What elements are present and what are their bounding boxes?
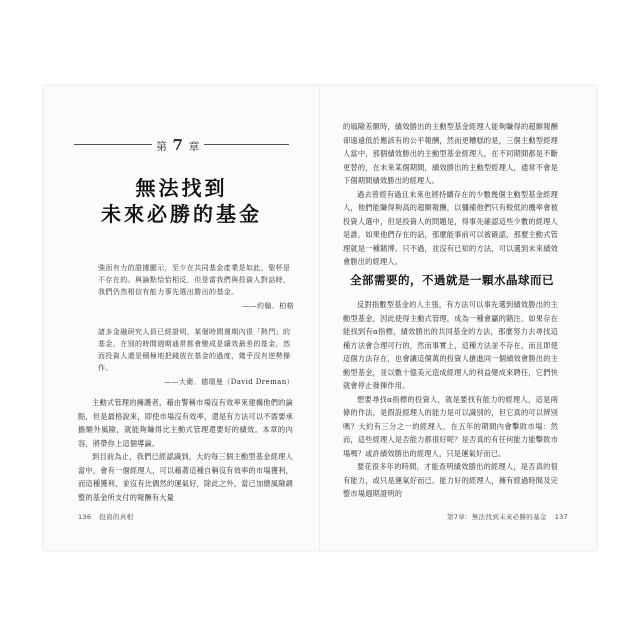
left-page-number: 136 [78, 513, 92, 521]
epigraph-2-text: 諸多金融研究人員已經證明，某個時間週期內很「熱門」的基金，在別的時間週期通常都會變成是績效最差的基金，然而投資人還是積極地把錢放在基金的過度，幾乎沒有逆勢操作。 [98, 328, 291, 372]
section-heading: 全部需要的，不過就是一顆水晶球而已 [350, 273, 554, 287]
left-running-title: 投資的真相 [99, 513, 134, 521]
chapter-title-line-2: 未來必勝的基金 [101, 202, 262, 226]
right-body-text-bottom [343, 298, 558, 501]
chapter-title-line-1: 無法找到 [135, 176, 228, 200]
chapter-label [152, 136, 204, 154]
right-body-text-top [343, 120, 558, 269]
paragraph: 過去曾經有過且未來也將持續存在的少數幾個主動型基金經理人，他們能賺得夠高的超額報酬，以彌補他們只有較低的機率會被投資人選中，但是投資人的問題是，得事先確認這些少數的經理人是誰，如果他們存在的話，那麼能事前可以被確認，那麼主動式管理就是一種賭博。只不過，並沒有已知的方法，可以選到未來績效會勝出的經理人。 [343, 189, 558, 266]
paragraph: 要花很多年的時間，才能查明績效勝出的經理人，是否真的很有能力，或只是運氣好而已。能力好的經理人，擁有經過時間及完整市場週期證明的 [343, 462, 558, 498]
right-running-title: 第7章：無法找到未來必勝的基金 [447, 513, 547, 521]
paragraph: 的風險差額時，績效勝出的主動型基金經理人能夠賺得的超額報酬卻遠遠低於應該有的公平報酬，然而更糟糕的是，三個主動型經理人當中，那個績效勝出的主動型基金經理人，在不同期間都是不斷更替的，在未來某個期間，績效勝出的主動型經理人，通常不會是下個期間績效勝出的經理人。 [343, 122, 558, 185]
left-body-text [78, 396, 293, 504]
epigraph-2 [98, 326, 294, 388]
paragraph: 到目前為止，我們已經認識到，大約每三個主動型基金經理人當中，會有一個經理人，可以藉著這種自稱沒有效率的市場獲利，而這種獲利，並沒有比偶然的運氣好，除此之外，當已加總風險調整的基金所支付的報酬有大量 [78, 452, 293, 502]
right-page-number: 137 [554, 513, 568, 521]
epigraph-1-attribution: ——約翰．柏格 [242, 302, 294, 310]
left-page [44, 86, 319, 550]
left-folio [78, 512, 141, 521]
epigraph-1-text: 強而有力的證據顯示，至少在共同基金產業是如此，聖杯是不存在的。與論點恰恰相反，但是當我們與投資人對話時，我們仍然相信有能力事先選出勝出的基金。 [98, 264, 291, 296]
epigraph-2-attribution: ——大衛．德瑞曼（David Dreman） [164, 378, 294, 386]
right-page [321, 86, 596, 550]
epigraph-1 [98, 262, 294, 312]
paragraph: 想要尋找α指標的投資人，就是要找有能力的經理人，這是兩條的作法，是假設經理人的能力是可以識別的，但它真的可以辨別嗎？大約有三分之一的經理人，在五年的期間內會擊敗市場：然而，這些經理人是否能力都很好呢？是否真的有任何能力能擊敗市場嗎？或許績效勝出的經理人，只是運氣好而已。 [343, 394, 558, 458]
chapter-suffix: 章 [188, 140, 201, 153]
right-folio [439, 512, 568, 521]
paragraph: 反對指數型基金的人主張，有方法可以事先選到績效勝出的主動型基金，因此使得主動式管理，成為一種會贏的賭注。如果存在能找到有α指標，績效勝出的共同基金的方法，那麼努力去尋找這種方法會合理可行的，然而事實上，這種方法並不存在，而且即使這個方法存在，也會讓這個萬的投資人搶進同一個績效會勝出的主動型基金，並以數十億美元造成經理人的利益變成來聘任，它們快就會停止發揮作用。 [343, 300, 558, 390]
book-spread [44, 86, 596, 550]
paragraph: 主動式管理的擁護者，藉由警稱市場沒有效率來建構他們的論點，但是最格說來，即使市場沒有效率，還是有方法可以不需要承擔額外風險，就能夠賺得比主動式管理還要好的績效。本章的內容，將帶你上這個導論。 [78, 398, 293, 448]
chapter-prefix: 第 [156, 140, 168, 153]
chapter-number: 7 [172, 136, 184, 154]
